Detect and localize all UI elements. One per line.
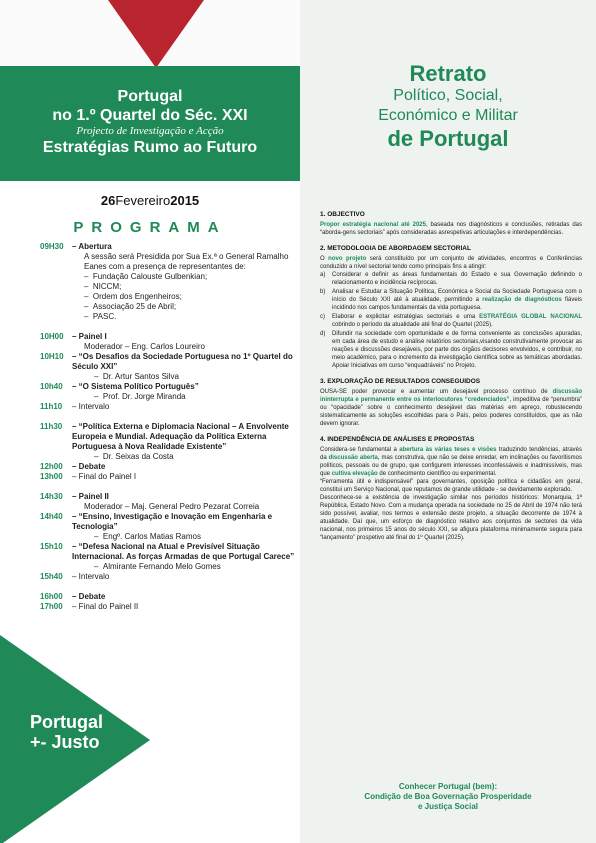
list-label: c) [320, 314, 325, 320]
schedule-speaker: – Dr. Seixas da Costa [94, 452, 174, 461]
logo-line-2 [30, 732, 120, 752]
banner-line-4: Estratégias Rumo ao Futuro [42, 139, 258, 156]
heading-line-3: Económico e Militar [378, 107, 518, 124]
paragraph-text: Considera-se fundamental a [320, 447, 400, 453]
date-year: 2015 [170, 193, 200, 208]
schedule-title-text: Final do Painel I [78, 472, 137, 481]
paragraph-text: O [320, 256, 329, 262]
paragraph-text: , baseada nos diagnósticos e conclusões, retiradas das “aborda-gens sectoriais” após consideradas asrespetivas articulações e interdependências. [320, 222, 582, 236]
right-column [300, 0, 596, 843]
schedule-time: 14h30 [40, 492, 63, 501]
schedule-speaker-text: Prof. Dr. Jorge Miranda [102, 392, 186, 401]
schedule-entry [40, 352, 300, 382]
logo-line-2-text: Justo [51, 732, 100, 752]
schedule-speaker-text: Dr. Seixas da Costa [102, 452, 174, 461]
highlight-text: discussão ininterrupta e permanente entre os interlocutores “credenciados” [320, 389, 582, 403]
schedule-time: 13h00 [40, 472, 63, 481]
schedule-item-text: Associação 25 de Abril; [92, 302, 177, 311]
highlight-text: discussão aberta [328, 455, 378, 461]
schedule-item: – Fundação Calouste Gulbenkian; [84, 272, 208, 281]
list-text-b: fiáveis incidindo nos campos fundamentais da vida portuguesa. [332, 297, 582, 311]
section-paragraph [320, 446, 582, 478]
schedule-entry [40, 402, 300, 412]
schedule-time: 15h40 [40, 572, 63, 581]
date-day: 26 [100, 193, 116, 208]
schedule-entry [40, 512, 300, 542]
list-text: Difundir na sociedade com oportunidade e de forma conveniente as conclusões apuradas, em cada área de estudo e análise relatórios sectoriais,visando construtivamente provocar as reações e discussões desejáveis, por parte dos órgãos decisores envolvidos, e contribuir, no meio académico, para o incremento da investigação científica sobre as temáticas abordadas. Apoiar Iniciativas em curso “enquadráveis” no Projeto. [332, 331, 582, 369]
highlight-text: novo projeto [328, 256, 367, 262]
list-text-a: Elaborar e explicitar estratégias sectoriais e uma [332, 314, 480, 320]
schedule-title-text: “Os Desafios da Sociedade Portuguesa no 1º Quartel do Século XXI” [72, 352, 293, 371]
closing-slogan [300, 782, 596, 812]
event-date [0, 193, 300, 208]
schedule-time: 11h10 [40, 402, 63, 411]
paragraph-text: traduzindo tendências, através da [320, 447, 583, 461]
list-item [320, 330, 582, 370]
schedule-item: – NICCM; [84, 282, 122, 291]
schedule-intro: A sessão será Presidida por Sua Ex.ª o General Ramalho Eanes com a presença de representantes de: [84, 252, 289, 271]
paragraph-text: será constituído por um conjunto de atividades, encontros e Conferências conduzido a nível sectorial tendo como principais fins a atingir: [320, 256, 582, 270]
highlight-text: ESTRATÉGIA GLOBAL NACIONAL [479, 314, 582, 320]
paragraph-text: , mas construtiva, que não se deixe enredar, em inclinações ou favoritismos políticos, pessoais ou de grupo, que configurem interesses inconfessáveis e inadmissíveis, mas que [320, 455, 583, 477]
programa-heading: PROGRAMA [73, 219, 227, 236]
schedule-title: – Painel II [72, 492, 109, 501]
section-paragraph [320, 388, 582, 428]
schedule-title: – Final do Painel II [72, 602, 139, 611]
schedule-speaker-text: Engº. Carlos Matias Ramos [102, 532, 201, 541]
schedule-time: 17h00 [40, 602, 63, 611]
list-text-a: Analisar e Estudar a Situação Política, Económica e Social da Sociedade Portuguesa com o início do Século XXI até à atualidade, permitindo a [332, 289, 582, 303]
schedule-item-text: Ordem dos Engenheiros; [92, 292, 182, 301]
section-objectivo [320, 210, 582, 237]
schedule-title: – “O Sistema Político Português” [72, 382, 199, 391]
date-month: Fevereiro [115, 193, 171, 208]
schedule-title: – Final do Painel I [72, 472, 137, 481]
schedule-title-text: “Ensino, Investigação e Inovação em Engenharia e Tecnologia” [72, 512, 273, 531]
schedule-speaker-text: Dr. Artur Santos Silva [102, 372, 179, 381]
schedule-title: – Debate [72, 592, 106, 601]
red-triangle-decoration [108, 0, 204, 68]
section-paragraph: Desconhece-se a existência de investigação similar nos períodos históricos: Monarquia, 1ª República, Estado Novo. Com a mudança operada na sociedade no 25 de Abril de 1974 não terá sido possível, avaliar, nos termos e extensão deste projeto, a situação decorrente de 1974 à atualidade. Daí que, um esforço de diagnóstico relativo aos conjuntos de sectores da vida nacional, nos primeiros 15 anos do século XXI, se afigura plataforma minimamente segura para “lançamento” prospetivo até final do 1º Quartel (2025). [320, 495, 582, 541]
schedule-speaker: – Prof. Dr. Jorge Miranda [94, 392, 186, 401]
heading-line-2: Político, Social, [393, 87, 503, 104]
schedule-time: 10H00 [40, 332, 64, 341]
schedule-time: 12h00 [40, 462, 63, 471]
schedule-title-text: Abertura [78, 242, 112, 251]
list-text-b: cobrindo o período da atualidade até final do Quartel (2025). [332, 322, 493, 328]
closing-line-2: Condição de Boa Governação Prosperidade [364, 792, 532, 801]
section-title: 1. OBJECTIVO [320, 211, 365, 218]
schedule-title: – “Política Externa e Diplomacia Nacional – A Envolvente Europeia e Mundial. Adequação da Política Externa Portuguesa à Nova Realidade Existente” [72, 422, 289, 451]
schedule-moderator: Moderador – Maj. General Pedro Pezarat Correia [84, 502, 260, 511]
schedule-speaker: – Dr. Artur Santos Silva [94, 372, 179, 381]
schedule-entry [40, 242, 300, 322]
schedule-time: 10h40 [40, 382, 63, 391]
schedule-entry [40, 462, 300, 472]
schedule-title-text: Debate [78, 462, 106, 471]
section-paragraph: “Ferramenta útil e indispensável” para governantes, oposição política e cidadãos em geral, constitui um Serviço Nacional, que reputamos de grande utilidade - se devidamente explorado. [320, 479, 582, 493]
portugal-justo-logo [30, 712, 120, 752]
banner-line-2: no 1.º Quartel do Séc. XXI [52, 107, 248, 124]
schedule-title-text: Intervalo [78, 402, 110, 411]
list-item [320, 271, 582, 287]
schedule-title: – “Ensino, Investigação e Inovação em Engenharia e Tecnologia” [72, 512, 273, 531]
schedule-entry [40, 382, 300, 402]
highlight-text: realização de diagnósticos [482, 297, 562, 303]
section-independencia [320, 435, 582, 542]
section-paragraph [320, 255, 582, 271]
section-title: 3. EXPLORAÇÃO DE RESULTADOS CONSEGUIDOS [320, 378, 481, 385]
schedule-time: 16h00 [40, 592, 63, 601]
list-text [332, 288, 582, 312]
section-exploracao [320, 377, 582, 428]
schedule-title-text: Intervalo [78, 572, 110, 581]
schedule-item: – Associação 25 de Abril; [84, 302, 177, 311]
schedule-speaker: – Engº. Carlos Matias Ramos [94, 532, 201, 541]
schedule-item-text: NICCM; [92, 282, 122, 291]
schedule-title-text: “Defesa Nacional na Atual e Previsível Situação Internacional. As forças Armadas de que Portugal Carece” [72, 542, 295, 561]
highlight-text: abertura às várias teses e visões [399, 447, 497, 453]
schedule-title: – Painel I [72, 332, 107, 341]
list-label: a) [320, 272, 326, 278]
section-paragraph [320, 221, 582, 237]
schedule-title: – Intervalo [72, 572, 110, 581]
schedule-entry [40, 572, 300, 582]
schedule-item-text: Fundação Calouste Gulbenkian; [92, 272, 208, 281]
schedule-entry [40, 602, 300, 612]
schedule-time: 14h40 [40, 512, 63, 521]
schedule-entry [40, 422, 300, 462]
section-title: 4. INDEPENDÊNCIA DE ANÁLISES E PROPOSTAS [320, 436, 475, 443]
heading-line-1: Retrato [409, 61, 487, 86]
schedule-title: – Abertura [72, 242, 112, 251]
schedule-title: – “Defesa Nacional na Atual e Previsível Situação Internacional. As forças Armadas de que Portugal Carece” [72, 542, 295, 561]
schedule-entry [40, 592, 300, 602]
schedule-entry [40, 472, 300, 482]
banner-line-1: Portugal [117, 88, 183, 105]
schedule-title-text: “O Sistema Político Português” [78, 382, 199, 391]
paragraph-text: de conhecimento científico ou experimental. [377, 471, 497, 477]
paragraph-text: OUSA-SE poder provocar e aumentar um desejável processo contínuo de [320, 389, 553, 395]
list-label: d) [320, 331, 326, 337]
list-item [320, 313, 582, 329]
schedule-title-text: Debate [78, 592, 106, 601]
schedule-title-text: “Política Externa e Diplomacia Nacional – A Envolvente Europeia e Mundial. Adequação da Política Externa Portuguesa à Nova Realidade Existente” [72, 422, 289, 451]
schedule-entry [40, 492, 300, 512]
list-item [320, 288, 582, 312]
section-title: 2. METODOLOGIA DE ABORDAGEM SECTORIAL [320, 245, 471, 252]
schedule-moderator: Moderador – Eng. Carlos Loureiro [84, 342, 205, 351]
plus-minus-icon: +- [30, 732, 47, 752]
banner-line-3: Projecto de Investigação e Acção [76, 125, 224, 137]
schedule-title: – “Os Desafios da Sociedade Portuguesa no 1º Quartel do Século XXI” [72, 352, 293, 371]
closing-line-1: Conhecer Portugal (bem): [398, 782, 498, 791]
banner-title [0, 88, 300, 157]
section-metodologia [320, 244, 582, 370]
schedule-title: – Debate [72, 462, 106, 471]
list-text [332, 313, 582, 329]
logo-line-1: Portugal [30, 712, 104, 732]
schedule-entry [40, 542, 300, 572]
schedule-time: 10H10 [40, 352, 64, 361]
schedule-speaker: – Almirante Fernando Melo Gomes [94, 562, 221, 571]
heading-line-4: de Portugal [387, 126, 509, 151]
list-label: b) [320, 289, 326, 295]
schedule-list [40, 242, 300, 612]
schedule-item: – PASC. [84, 312, 117, 321]
closing-line-3: e Justiça Social [417, 802, 479, 811]
right-heading [300, 62, 596, 151]
schedule-time: 11h30 [40, 422, 63, 431]
schedule-speaker-text: Almirante Fernando Melo Gomes [102, 562, 221, 571]
schedule-title-text: Final do Painel II [78, 602, 139, 611]
right-body-text [320, 210, 582, 549]
schedule-time: 15h10 [40, 542, 63, 551]
schedule-item-text: PASC. [92, 312, 117, 321]
schedule-title-text: Painel II [78, 492, 109, 501]
schedule-title-text: Painel I [78, 332, 107, 341]
highlight-text: Propor estratégia nacional até 2025 [320, 222, 426, 228]
schedule-entry [40, 332, 300, 352]
paragraph-text: , impeditiva de “penumbra” ou “opacidade” sobre o conhecimento desejável das matérias em apreço, robustecendo sistematicamente as soluções escolhidas para o País, pelos poderes constituídos, que as não devem ignorar. [320, 397, 582, 427]
list-text: Considerar e definir as áreas fundamentais do Estado e sua Governação definindo o relacionamento e incidência recíprocas. [332, 272, 582, 286]
highlight-text: cultiva elevação [331, 471, 378, 477]
schedule-time: 09H30 [40, 242, 64, 251]
schedule-title: – Intervalo [72, 402, 110, 411]
schedule-item: – Ordem dos Engenheiros; [84, 292, 182, 301]
